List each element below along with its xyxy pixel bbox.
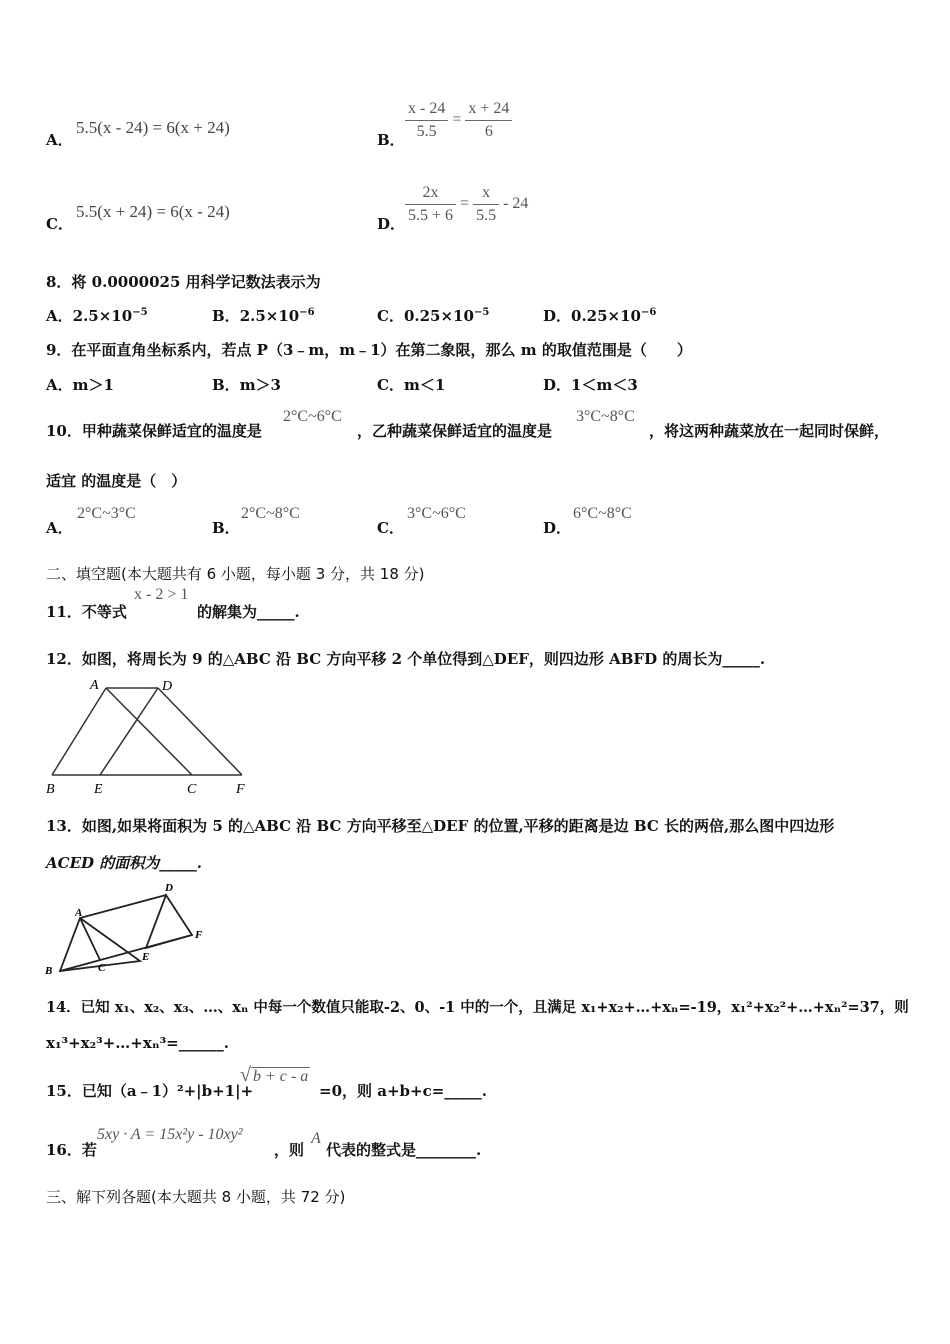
- q7-option-c-expr: 5.5(x + 24) = 6(x - 24): [76, 202, 230, 221]
- q8-option-c: [377, 305, 489, 326]
- option-letter: D．: [543, 307, 572, 325]
- equals-sign: =: [452, 111, 462, 129]
- q10-temp2: 3°C~8°C: [576, 408, 635, 425]
- option-exponent: −6: [299, 307, 315, 318]
- option-letter: A．: [46, 376, 73, 394]
- q9-stem: 9．在平面直角坐标系内，若点 P（3﹣m，m﹣1）在第二象限，那么 m 的取值范围是（ ）: [46, 341, 692, 359]
- q10-option-c-letter: C．: [377, 519, 404, 537]
- q11-part2: 的解集为_____.: [197, 603, 300, 621]
- q10-part3: ，将这两种蔬菜放在一起同时保鲜，: [649, 422, 890, 440]
- section-2-heading: 二、填空题(本大题共有 6 小题，每小题 3 分，共 18 分): [46, 565, 425, 583]
- q15-sqrt: [240, 1064, 310, 1087]
- option-base: 2.5×10: [72, 307, 133, 325]
- q8-stem: 8．将 0.0000025 用科学记数法表示为: [46, 273, 321, 291]
- option-exponent: −5: [473, 307, 490, 318]
- q13-figure: [42, 878, 212, 978]
- label-f: F: [195, 929, 203, 941]
- label-a: A: [75, 907, 83, 919]
- equals-sign: =: [460, 195, 470, 213]
- q7-option-a-letter: A．: [46, 131, 73, 149]
- option-exponent: −5: [132, 307, 148, 318]
- option-letter: C．: [377, 307, 404, 325]
- q14-line2: x₁³+x₂³+…+xₙ³=______.: [46, 1034, 229, 1052]
- q10-line2: 适宜 的温度是（ ）: [46, 472, 187, 490]
- label-b: B: [46, 782, 55, 797]
- expr-tail: - 24: [503, 195, 529, 213]
- option-text: 1＜m＜3: [571, 376, 638, 394]
- q10-part1: 10．甲种蔬菜保鲜适宜的温度是: [46, 422, 262, 440]
- q10-option-b-text: 2°C~8°C: [241, 505, 300, 522]
- frac-denominator: 5.5: [476, 207, 497, 224]
- q10-option-a-text: 2°C~3°C: [77, 505, 136, 522]
- q7-option-a-expr: 5.5(x - 24) = 6(x + 24): [76, 118, 230, 137]
- option-letter: B．: [212, 376, 240, 394]
- label-c: C: [98, 962, 106, 974]
- q12-stem: 12．如图，将周长为 9 的△ABC 沿 BC 方向平移 2 个单位得到△DEF，则四边形 ABFD 的周长为_____.: [46, 650, 766, 668]
- option-letter: D．: [543, 376, 572, 394]
- q7-option-c-letter: C．: [46, 215, 73, 233]
- label-e: E: [94, 782, 103, 797]
- q10-option-d-text: 6°C~8°C: [573, 505, 632, 522]
- sqrt-radicand: b + c - a: [252, 1068, 309, 1085]
- option-letter: B．: [212, 307, 240, 325]
- option-base: 0.25×10: [571, 307, 641, 325]
- label-d: D: [165, 882, 173, 894]
- frac-denominator: 6: [484, 123, 493, 140]
- q7-option-b-letter: B．: [377, 131, 405, 149]
- frac-numerator: 2x: [405, 184, 456, 205]
- q15-part1: 15．已知（a﹣1）²+|b+1|+: [46, 1082, 254, 1100]
- q16-part3: 代表的整式是________.: [326, 1141, 482, 1159]
- q10-option-c-text: 3°C~6°C: [407, 505, 466, 522]
- frac-numerator: x + 24: [465, 100, 512, 121]
- option-text: m＞1: [72, 376, 114, 394]
- q9-option-b: [212, 374, 281, 395]
- q10-option-d-letter: D．: [543, 519, 572, 537]
- label-c: C: [187, 782, 197, 797]
- option-text: m＜1: [403, 376, 446, 394]
- sqrt-sign-icon: √: [240, 1064, 251, 1086]
- option-exponent: −6: [641, 307, 657, 318]
- q9-option-d: [543, 374, 638, 395]
- q9-option-c: [377, 374, 445, 395]
- option-letter: C．: [377, 376, 404, 394]
- q8-option-a: [46, 305, 148, 326]
- frac-denominator: 5.5: [416, 123, 437, 140]
- q12-figure: [44, 674, 254, 799]
- q10-temp1: 2°C~6°C: [283, 408, 342, 425]
- q10-option-b-letter: B．: [212, 519, 240, 537]
- label-b: B: [45, 965, 53, 977]
- q16-var: A: [311, 1130, 321, 1147]
- frac-numerator: x: [473, 184, 499, 205]
- q16-part1: 16．若: [46, 1141, 97, 1159]
- frac-numerator: x - 24: [405, 100, 448, 121]
- q13-line2: ACED 的面积为_____.: [46, 854, 202, 872]
- option-text: m＞3: [239, 376, 281, 394]
- q13-line1: 13．如图,如果将面积为 5 的△ABC 沿 BC 方向平移至△DEF 的位置,平移的距离是边 BC 长的两倍,那么图中四边形: [46, 817, 835, 835]
- frac-denominator: 5.5 + 6: [408, 207, 454, 224]
- option-base: 0.25×10: [403, 307, 474, 325]
- label-e: E: [142, 951, 150, 963]
- q16-expr: 5xy · A = 15x²y - 10xy²: [97, 1126, 243, 1143]
- q9-option-a: [46, 374, 114, 395]
- q8-option-d: [543, 305, 656, 326]
- q7-option-b-expr: [405, 100, 512, 141]
- q10-part2: ，乙种蔬菜保鲜适宜的温度是: [357, 422, 553, 440]
- q16-part2: ，则: [274, 1141, 305, 1159]
- q14-line1: 14．已知 x₁、x₂、x₃、…、xₙ 中每一个数值只能取-2、0、-1 中的一个，且满足 x₁+x₂+…+xₙ=-19，x₁²+x₂²+…+xₙ²=37，则: [46, 999, 909, 1016]
- q11-part1: 11．不等式: [46, 603, 127, 621]
- option-base: 2.5×10: [239, 307, 300, 325]
- q7-option-d-letter: D．: [377, 215, 406, 233]
- label-a: A: [90, 678, 99, 693]
- option-letter: A．: [46, 307, 73, 325]
- q8-option-b: [212, 305, 315, 326]
- label-d: D: [162, 679, 173, 694]
- q11-expr: x - 2 > 1: [134, 586, 189, 603]
- q10-option-a-letter: A．: [46, 519, 73, 537]
- label-f: F: [236, 782, 245, 797]
- q15-part2: =0，则 a+b+c=_____.: [319, 1082, 487, 1100]
- q7-option-d-expr: [405, 184, 528, 225]
- section-3-heading: 三、解下列各题(本大题共 8 小题，共 72 分): [46, 1188, 346, 1206]
